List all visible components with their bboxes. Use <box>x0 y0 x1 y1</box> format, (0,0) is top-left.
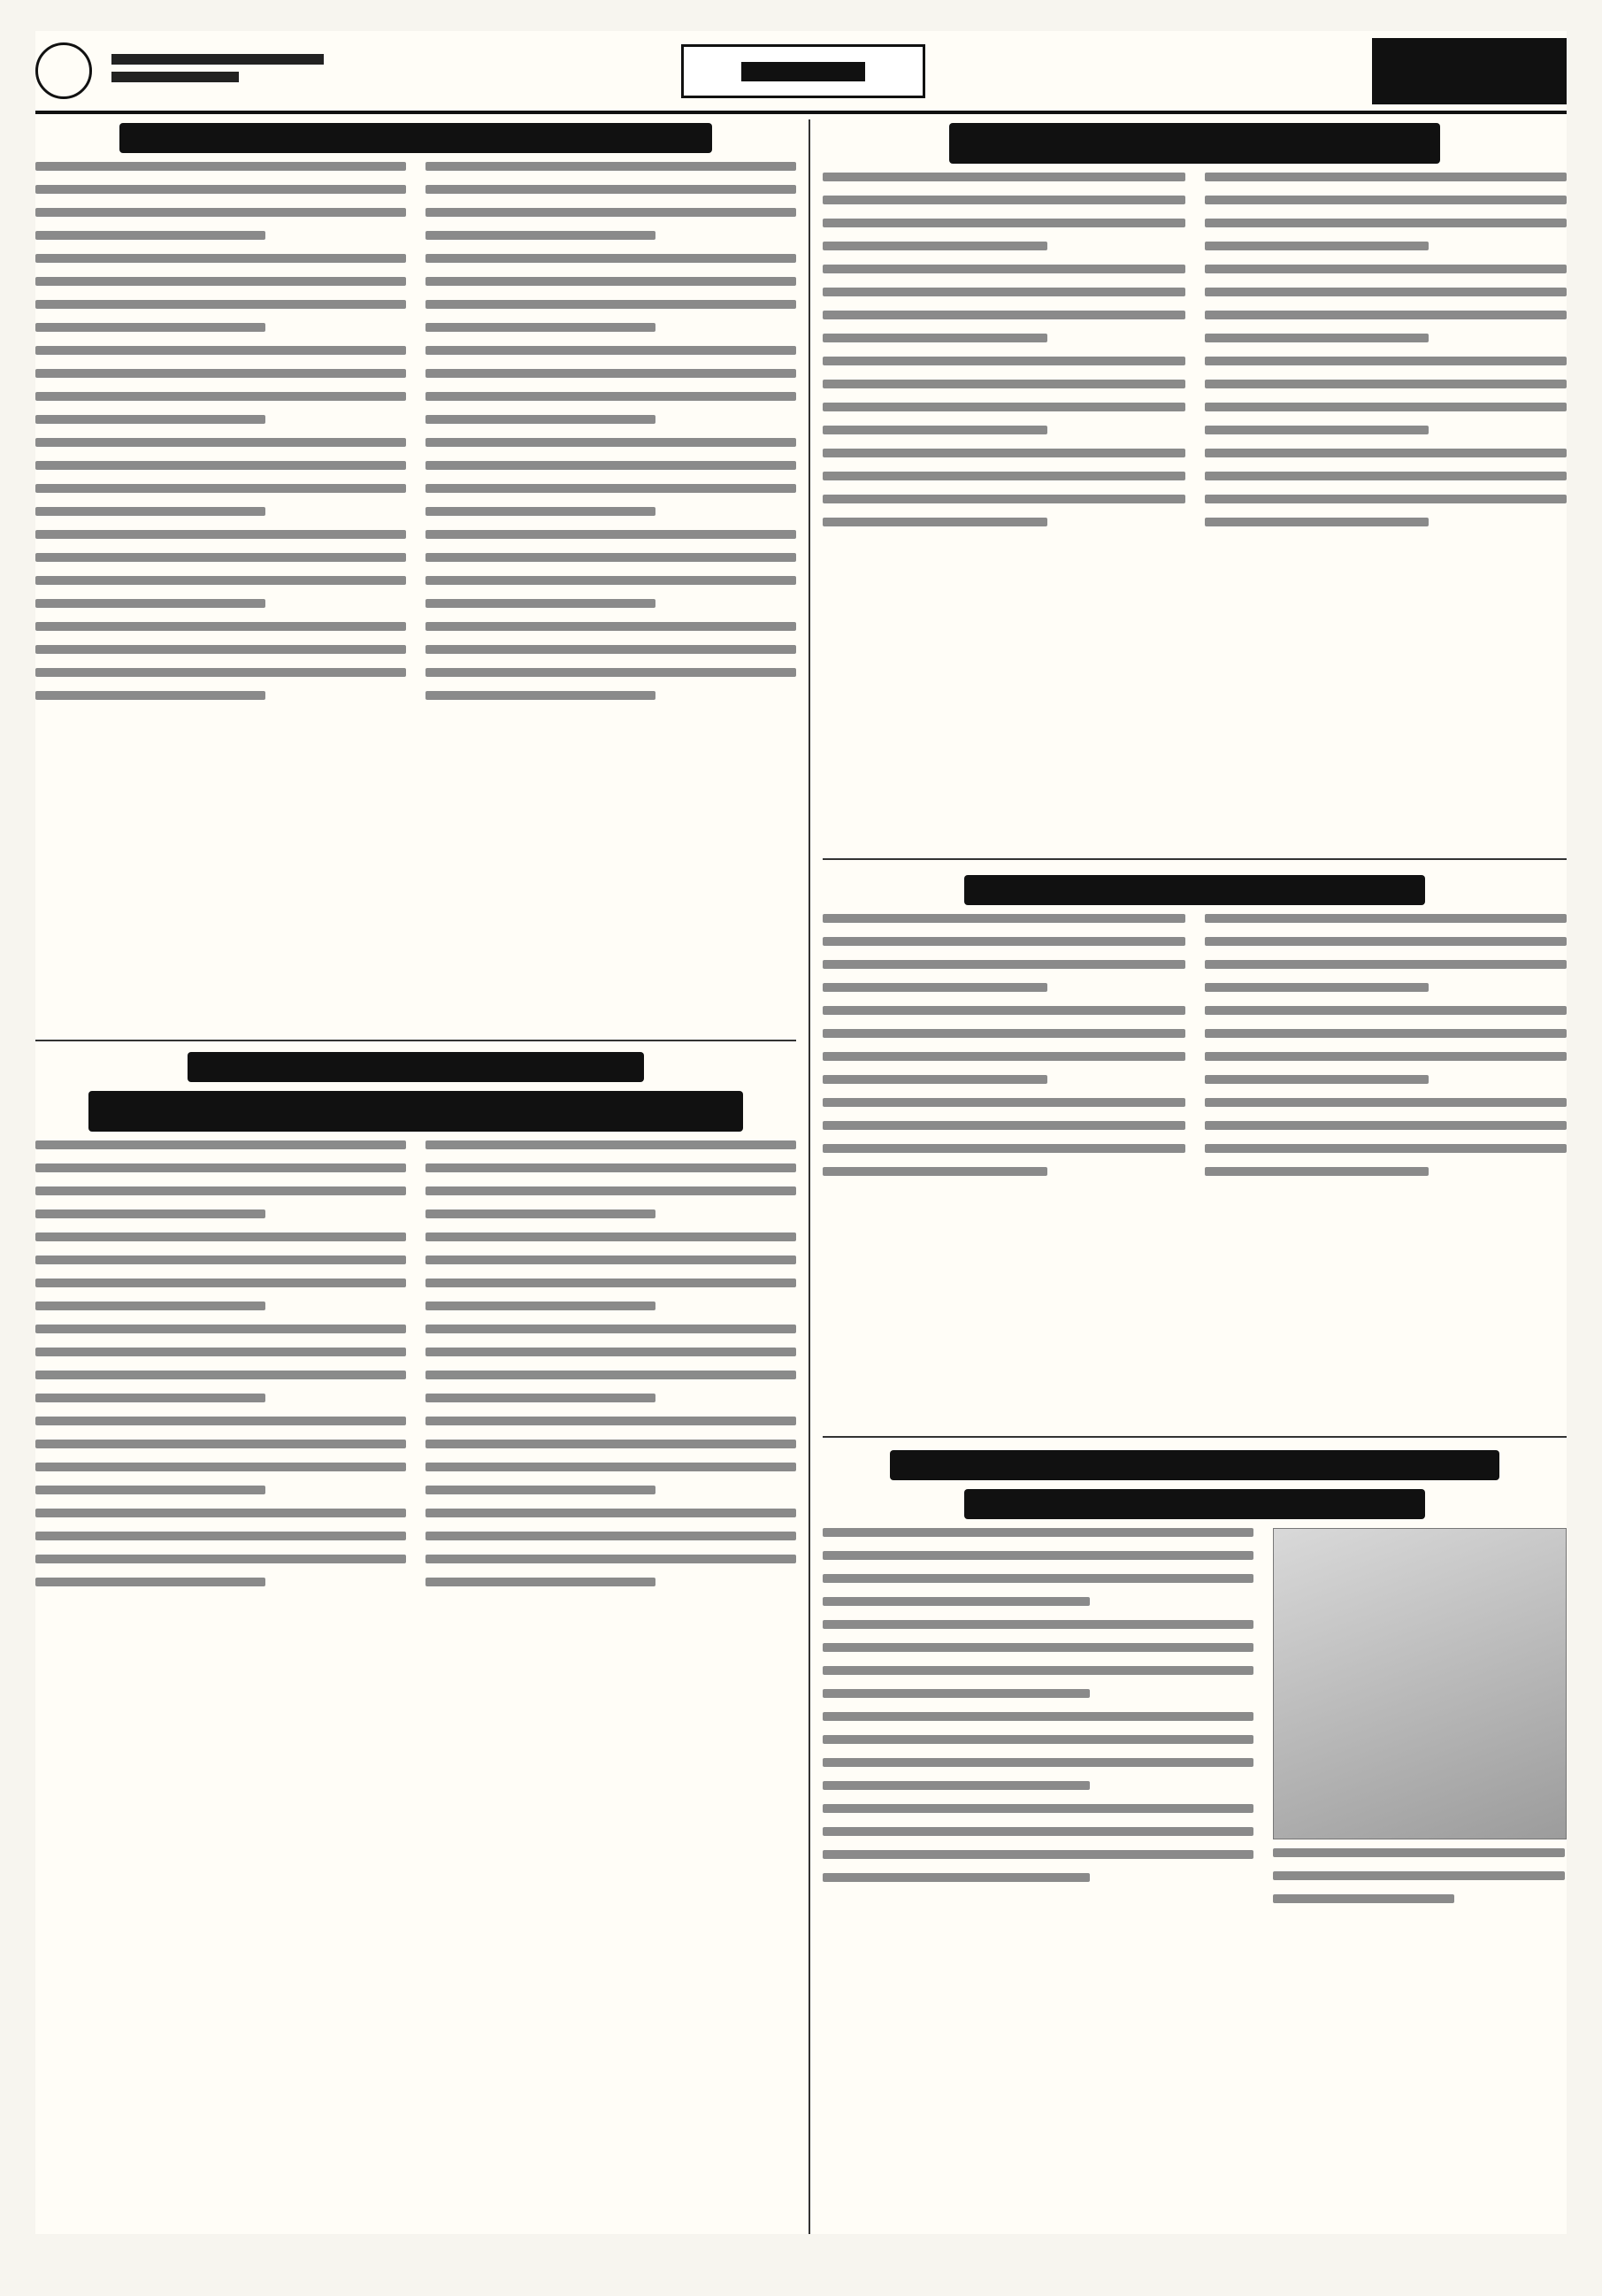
article-dowry <box>35 119 796 1031</box>
article-bailey-bridge <box>823 872 1567 1420</box>
masthead <box>35 31 1567 114</box>
portrait-photo <box>1273 1528 1567 1839</box>
article-yoga <box>823 119 1567 845</box>
photo-caption <box>1273 1848 1565 1903</box>
date-block <box>103 44 324 97</box>
newspaper-logo <box>1372 38 1567 104</box>
newspaper-page <box>35 31 1567 2234</box>
article-body-right <box>425 162 796 714</box>
article-flood-response <box>823 1447 1567 2234</box>
page-number <box>35 42 92 99</box>
article-lalitpur <box>35 1048 796 2234</box>
article-body-left <box>35 162 406 714</box>
section-label <box>681 44 925 98</box>
